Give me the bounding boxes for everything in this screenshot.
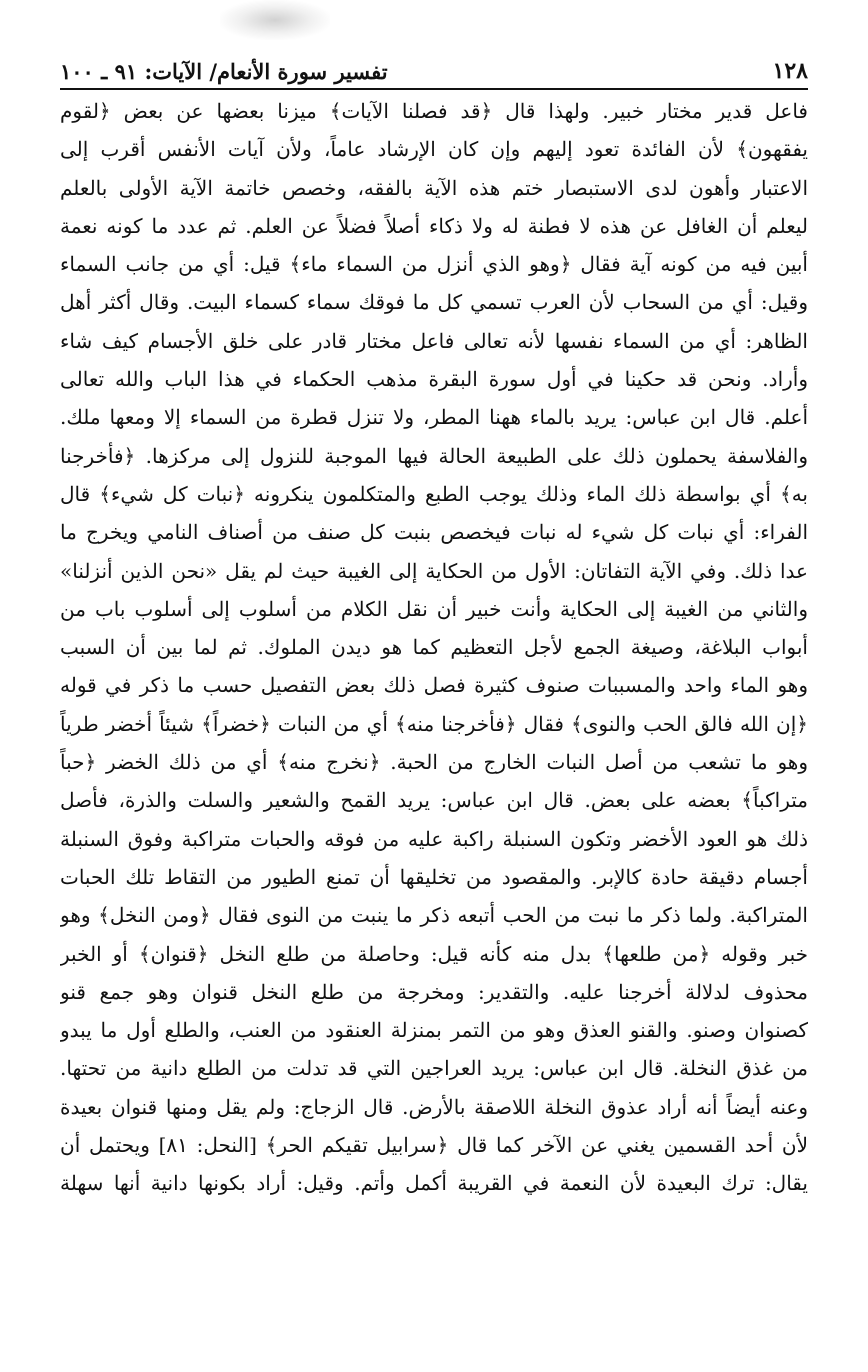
text-line: والفلاسفة يحملون ذلك على الطبيعة الحالة فيها الموجبة للنزول إلى مركزها. ﴿فأخرجنا — [60, 443, 808, 468]
text-line: يقال: ترك البعيدة لأن النعمة في القريبة أكمل وأتم. وقيل: أراد بكونها دانية أنها سهلة — [60, 1171, 808, 1196]
text-line: وأراد. ونحن قد حكينا في أول سورة البقرة مذهب الحكماء في هذا الباب والله تعالى — [60, 367, 808, 392]
text-line: ليعلم أن الغافل عن هذه لا فطنة له ولا ذكاء أصلاً فضلاً عن العلم. ثم عدد ما كونه نعمة — [60, 213, 808, 238]
running-title: تفسير سورة الأنعام/ الآيات: ٩١ ـ ١٠٠ — [60, 59, 388, 84]
text-line: الظاهر: أي من السماء نفسها لأنه تعالى فاعل مختار قادر على خلق الأجسام كيف شاء — [60, 328, 808, 353]
body-text — [60, 92, 808, 1203]
text-line: محذوف لدلالة أخرجنا عليه. والتقدير: ومخرجة من طلع النخل قنوان وهو جمع قنو — [60, 979, 808, 1004]
text-line: وقيل: أي من السحاب لأن العرب تسمي كل ما فوقك سماء كسماء البيت. وقال أكثر أهل — [60, 290, 808, 315]
text-line: والثاني من الغيبة إلى الحكاية وأنت خبير أن نقل الكلام من أسلوب إلى أسلوب باب من — [60, 596, 808, 621]
header-rule — [60, 88, 808, 90]
text-line: ذلك هو العود الأخضر وتكون السنبلة راكبة عليه من فوقه والحبات متراكبة وفوق السنبلة — [60, 826, 808, 851]
text-line: المتراكبة. ولما ذكر ما نبت من الحب أتبعه ذكر ما ينبت من النوى فقال ﴿ومن النخل﴾ وهو — [60, 903, 808, 928]
text-line: وهو الماء واحد والمسببات صنوف كثيرة فصل ذلك بعض التفصيل حسب ما ذكر في قوله — [60, 673, 808, 698]
scan-smudge — [220, 0, 330, 40]
text-line: فاعل قدير مختار خبير. ولهذا قال ﴿قد فصلنا الآيات﴾ ميزنا بعضها عن بعض ﴿لقوم — [60, 99, 808, 123]
text-line: الفراء: أي نبات كل شيء له نبات فيخصص بنبت كل صنف من أصناف النامي ويخرج ما — [60, 520, 808, 545]
text-line: أبواب البلاغة، وصيغة الجمع لأجل التعظيم كما هو ديدن الملوك. ثم لما بين أن السبب — [60, 635, 808, 660]
text-line: متراكباً﴾ بعضه على بعض. قال ابن عباس: يريد القمح والشعير والسلت والذرة، فأصل — [60, 788, 808, 813]
text-line: من غذق النخلة. قال ابن عباس: يريد العراجين التي قد تدلت من الطلع دانية من تحتها. — [60, 1056, 808, 1081]
page-header — [60, 44, 808, 84]
text-line: أجسام دقيقة حادة كالإبر. والمقصود من تخليقها أن تمنع الطيور من التقاط تلك الحبات — [60, 864, 808, 889]
text-line: خبر وقوله ﴿من طلعها﴾ بدل منه كأنه قيل: وحاصلة من طلع النخل ﴿قنوان﴾ أو الخبر — [60, 941, 808, 966]
text-line: عدا ذلك. وفي الآية التفاتان: الأول من الحكاية إلى الغيبة حيث لم يقل «نحن الذين أنزلنا» — [60, 558, 808, 583]
text-line: أعلم. قال ابن عباس: يريد بالماء ههنا المطر، ولا تنزل قطرة من السماء إلا ومعها ملك. — [60, 405, 808, 430]
text-line: وعنه أيضاً أنه أراد عذوق النخلة اللاصقة بالأرض. قال الزجاج: ولم يقل ومنها قنوان بعيدة — [60, 1094, 808, 1119]
text-line: كصنوان وصنو. والقنو العذق وهو من التمر بمنزلة العنقود من العنب، والطلع أول ما يبدو — [60, 1018, 808, 1043]
text-line: ﴿إن الله فالق الحب والنوى﴾ فقال ﴿فأخرجنا منه﴾ أي من النبات ﴿خضراً﴾ شيئاً أخضر طرياً — [60, 711, 808, 736]
page-number: ١٢٨ — [772, 58, 808, 84]
text-line: الاعتبار وأهون لدى الاستبصار ختم هذه الآية بالفقه، وخصص خاتمة الآية الأولى بالعلم — [60, 175, 808, 200]
text-line: أبين فيه من كونه آية فقال ﴿وهو الذي أنزل من السماء ماء﴾ قيل: أي من جانب السماء — [60, 252, 808, 277]
text-line: وهو ما تشعب من أصل النبات الخارج من الحبة. ﴿نخرج منه﴾ أي من ذلك الخضر ﴿حباً — [60, 750, 808, 775]
text-line: يفقهون﴾ لأن الفائدة تعود إليهم وإن كان الإرشاد عاماً، ولأن آيات الأنفس أقرب إلى — [60, 137, 808, 162]
text-line: لأن أحد القسمين يغني عن الآخر كما قال ﴿سرابيل تقيكم الحر﴾ [النحل: ٨١] ويحتمل أن — [60, 1133, 808, 1158]
text-line: به﴾ أي بواسطة ذلك الماء وذلك يوجب الطبع والمتكلمون ينكرونه ﴿نبات كل شيء﴾ قال — [60, 481, 808, 506]
